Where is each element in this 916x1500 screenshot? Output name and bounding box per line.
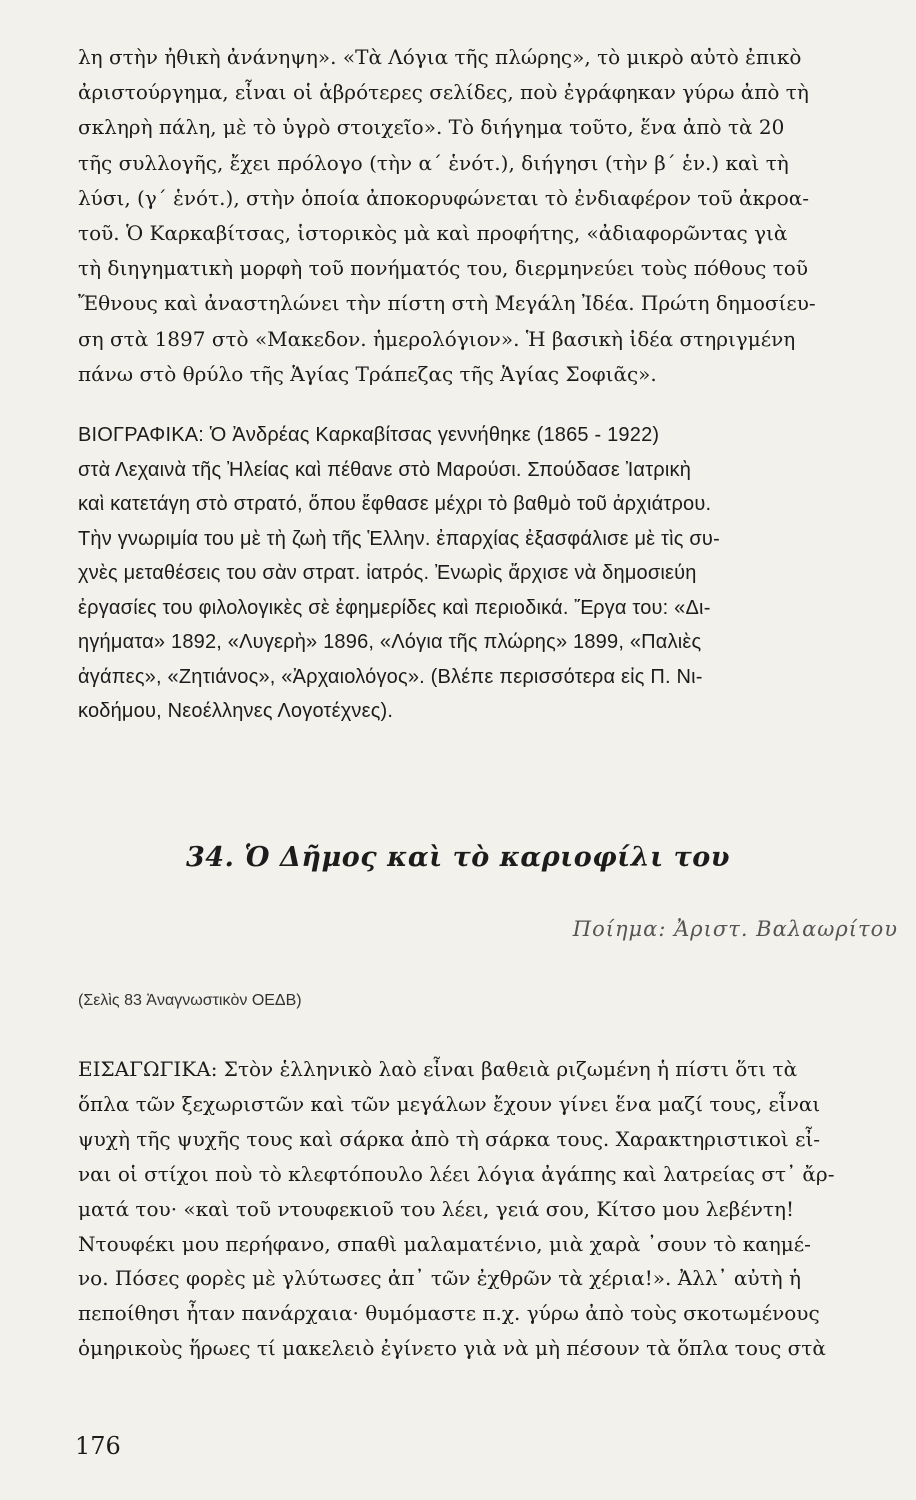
- text-line: Ἔθνους καὶ ἀναστηλώνει τὴν πίστη στὴ Μεγάλη Ἰδέα. Πρώτη δημοσίευ-: [78, 291, 816, 316]
- intro-paragraph: [78, 40, 898, 392]
- text-line: ψυχὴ τῆς ψυχῆς τους καὶ σάρκα ἀπὸ τὴ σάρκα τους. Χαρακτηριστικοὶ εἶ-: [78, 1126, 821, 1151]
- text-line: πεποίθησι ἦταν πανάρχαια· θυμόμαστε π.χ. γύρω ἀπὸ τοὺς σκοτωμένους: [78, 1301, 820, 1326]
- text-line: ηγήματα» 1892, «Λυγερὴ» 1896, «Λόγια τῆς πλώρης» 1899, «Παλιὲς: [78, 631, 702, 653]
- chapter-title: 34. Ὁ Δῆμος καὶ τὸ καριοφίλι του: [185, 842, 731, 874]
- biography-paragraph: [78, 418, 898, 729]
- poem-credit: Ποίημα: Ἀριστ. Βαλαωρίτου: [572, 917, 898, 941]
- text-line: ματά του· «καὶ τοῦ ντουφεκιοῦ του λέει, γειά σου, Κίτσο μου λεβέντη!: [78, 1196, 794, 1221]
- eisagogika-paragraph: [78, 1052, 898, 1366]
- text-line: τὴ διηγηματικὴ μορφὴ τοῦ πονήματός του, διερμηνεύει τοὺς πόθους τοῦ: [78, 256, 808, 281]
- text-line: ἀριστούργημα, εἶναι οἱ ἁβρότερες σελίδες, ποὺ ἐγράφηκαν γύρω ἀπὸ τὴ: [78, 80, 809, 105]
- text-line: πάνω στὸ θρύλο τῆς Ἁγίας Τράπεζας τῆς Ἁγίας Σοφιᾶς».: [78, 361, 657, 386]
- text-line: λη στὴν ἠθικὴ ἀνάνηψη». «Τὰ Λόγια τῆς πλώρης», τὸ μικρὸ αὐτὸ ἐπικὸ: [78, 45, 802, 69]
- text-line: καὶ κατετάγη στὸ στρατό, ὅπου ἔφθασε μέχρι τὸ βαθμὸ τοῦ ἀρχιάτρου.: [78, 493, 712, 515]
- text-line: ἀγάπες», «Ζητιάνος», «Ἀρχαιολόγος». (Βλέπε περισσότερα εἰς Π. Νι-: [78, 665, 703, 688]
- text-line: Ντουφέκι μου περήφανο, σπαθὶ μαλαματένιο, μιὰ χαρὰ ᾽σουν τὸ καημέ-: [78, 1231, 811, 1256]
- text-line: χνὲς μεταθέσεις του σὰν στρατ. ἰατρός. Ἐνωρὶς ἄρχισε νὰ δημοσιεύη: [78, 562, 697, 584]
- source-reference: (Σελὶς 83 Ἀναγνωστικὸν ΟΕΔΒ): [78, 992, 302, 1009]
- text-line: στὰ Λεχαινὰ τῆς Ἠλείας καὶ πέθανε στὸ Μαρούσι. Σπούδασε Ἰατρικὴ: [78, 458, 692, 481]
- text-line: κοδήμου, Νεοέλληνες Λογοτέχνες).: [78, 700, 394, 722]
- page-number: 176: [75, 1432, 121, 1460]
- text-line: τοῦ. Ὁ Καρκαβίτσας, ἱστορικὸς μὰ καὶ προφήτης, «ἀδιαφορῶντας γιὰ: [78, 221, 788, 246]
- text-line: ση στὰ 1897 στὸ «Μακεδον. ἡμερολόγιον». Ἡ βασικὴ ἰδέα στηριγμένη: [78, 326, 796, 351]
- text-line: σκληρὴ πάλη, μὲ τὸ ὑγρὸ στοιχεῖο». Τὸ διήγημα τοῦτο, ἕνα ἀπὸ τὰ 20: [78, 115, 785, 140]
- text-line: ὁμηρικοὺς ἥρωες τί μακελειὸ ἐγίνετο γιὰ νὰ μὴ πέσουν τὰ ὅπλα τους στὰ: [78, 1336, 826, 1361]
- text-line: ὅπλα τῶν ξεχωριστῶν καὶ τῶν μεγάλων ἔχουν γίνει ἕνα μαζί τους, εἶναι: [78, 1091, 821, 1116]
- text-line: ἐργασίες του φιλολογικὲς σὲ ἐφημερίδες καὶ περιοδικά. Ἔργα του: «Δι-: [78, 596, 711, 619]
- text-line: ΕΙΣΑΓΩΓΙΚΑ: Στὸν ἑλληνικὸ λαὸ εἶναι βαθειὰ ριζωμένη ἡ πίστι ὅτι τὰ: [78, 1057, 798, 1081]
- text-line: τῆς συλλογῆς, ἔχει πρόλογο (τὴν α΄ ἑνότ.), διήγησι (τὴν β΄ ἑν.) καὶ τὴ: [78, 150, 789, 175]
- text-line: νο. Πόσες φορὲς μὲ γλύτωσες ἀπ᾽ τῶν ἐχθρῶν τὰ χέρια!». Ἀλλ᾽ αὐτὴ ἡ: [78, 1266, 801, 1291]
- text-line: Τὴν γνωριμία του μὲ τὴ ζωὴ τῆς Ἑλλην. ἐπαρχίας ἐξασφάλισε μὲ τὶς συ-: [78, 527, 720, 550]
- text-line: λύσι, (γ΄ ἑνότ.), στὴν ὁποία ἀποκορυφώνεται τὸ ἐνδιαφέρον τοῦ ἀκροα-: [78, 185, 810, 210]
- text-line: ναι οἱ στίχοι ποὺ τὸ κλεφτόπουλο λέει λόγια ἀγάπης καὶ λατρείας στ᾽ ἄρ-: [78, 1161, 835, 1186]
- text-line: ΒΙΟΓΡΑΦΙΚΑ: Ὁ Ἀνδρέας Καρκαβίτσας γεννήθηκε (1865 - 1922): [78, 424, 660, 446]
